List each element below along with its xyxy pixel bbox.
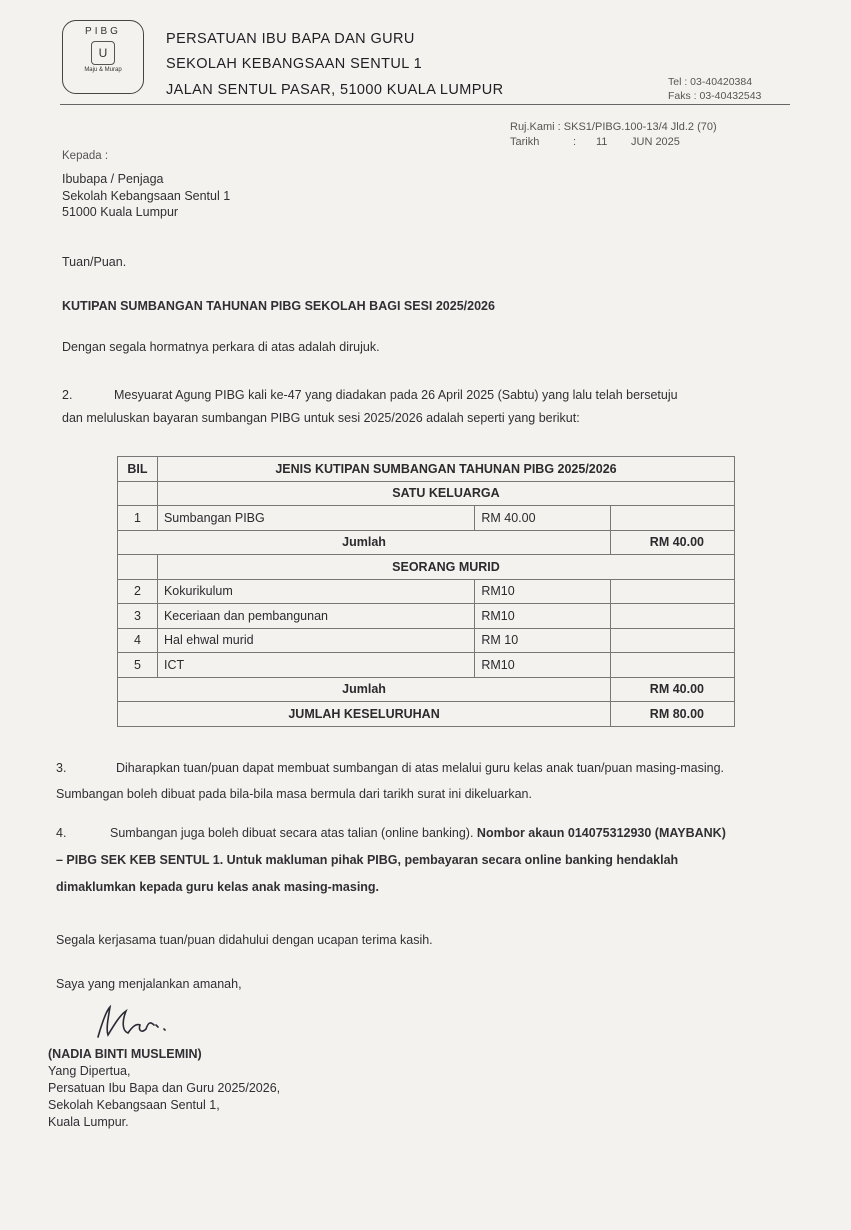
paragraph-4-line-2: – PIBG SEK KEB SENTUL 1. Untuk makluman pihak PIBG, pembayaran secara online banking hendaklah xyxy=(56,853,679,867)
cell-bil: 4 xyxy=(118,628,158,653)
letter-subject: KUTIPAN SUMBANGAN TAHUNAN PIBG SEKOLAH BAGI SESI 2025/2026 xyxy=(62,299,495,313)
date-label: Tarikh xyxy=(510,136,540,148)
letterhead-org: PERSATUAN IBU BAPA DAN GURU xyxy=(166,31,415,47)
section-satu-keluarga: SATU KELUARGA xyxy=(157,481,734,506)
paragraph-4-text: Sumbangan juga boleh dibuat secara atas talian (online banking). xyxy=(110,826,477,840)
letterhead-fax: Faks : 03-40432543 xyxy=(668,90,762,102)
subtotal-row xyxy=(118,530,735,555)
grand-total-row xyxy=(118,702,735,727)
table-row xyxy=(118,579,735,604)
logo-motto: Maju & Murap xyxy=(84,67,122,73)
letterhead-school: SEKOLAH KEBANGSAAN SENTUL 1 xyxy=(166,56,423,72)
table-row xyxy=(118,506,735,531)
section-row xyxy=(118,555,735,580)
letterhead-address: JALAN SENTUL PASAR, 51000 KUALA LUMPUR xyxy=(166,82,504,98)
paragraph-2-line-2: dan meluluskan bayaran sumbangan PIBG untuk sesi 2025/2026 adalah seperti yang berikut: xyxy=(62,411,580,425)
letterhead-tel: Tel : 03-40420384 xyxy=(668,76,753,88)
recipient-line-2: Sekolah Kebangsaan Sentul 1 xyxy=(62,189,231,203)
handwritten-signature xyxy=(92,1003,192,1043)
recipient-line-3: 51000 Kuala Lumpur xyxy=(62,205,179,219)
paragraph-3-number: 3. xyxy=(56,761,67,775)
table-header-row xyxy=(118,457,735,482)
paragraph-4-line-3: dimaklumkan kepada guru kelas anak masing-masing. xyxy=(56,880,380,894)
paragraph-2-line-1: Mesyuarat Agung PIBG kali ke-47 yang diadakan pada 26 April 2025 (Sabtu) yang lalu telah bersetuju xyxy=(114,388,678,402)
paragraph-4-line-1 xyxy=(110,826,726,840)
signatory-name: (NADIA BINTI MUSLEMIN) xyxy=(48,1047,202,1061)
recipient-line-1: Ibubapa / Penjaga xyxy=(62,172,164,186)
table-row xyxy=(118,628,735,653)
closing-line-2: Saya yang menjalankan amanah, xyxy=(56,977,242,991)
closing-line-1: Segala kerjasama tuan/puan didahului dengan ucapan terima kasih. xyxy=(56,933,433,947)
pibg-logo xyxy=(62,20,144,94)
cell-bil: 5 xyxy=(118,653,158,678)
table-row xyxy=(118,604,735,629)
recipient-label: Kepada : xyxy=(62,150,109,162)
contribution-table xyxy=(117,456,735,727)
header-bil: BIL xyxy=(118,457,158,482)
letterhead-divider xyxy=(60,104,790,105)
header-title: JENIS KUTIPAN SUMBANGAN TAHUNAN PIBG 2025/2026 xyxy=(157,457,734,482)
cell-bil: 1 xyxy=(118,506,158,531)
cell-item: Keceriaan dan pembangunan xyxy=(157,604,474,629)
reference-number: Ruj.Kami : SKS1/PIBG.100-13/4 Jld.2 (70) xyxy=(510,121,717,133)
subtotal-value: RM 40.00 xyxy=(611,530,735,555)
paragraph-4-number: 4. xyxy=(56,826,67,840)
signatory-city: Kuala Lumpur. xyxy=(48,1115,129,1129)
grand-total-value: RM 80.00 xyxy=(611,702,735,727)
cell-amount: RM10 xyxy=(475,604,611,629)
cell-bil: 3 xyxy=(118,604,158,629)
cell-item: ICT xyxy=(157,653,474,678)
section-seorang-murid: SEORANG MURID xyxy=(157,555,734,580)
cell-bil: 2 xyxy=(118,579,158,604)
date-separator: : xyxy=(573,136,577,148)
subtotal-label: Jumlah xyxy=(118,530,611,555)
subtotal-value: RM 40.00 xyxy=(611,677,735,702)
subtotal-label: Jumlah xyxy=(118,677,611,702)
paragraph-3-line-2: Sumbangan boleh dibuat pada bila-bila masa bermula dari tarikh surat ini dikeluarkan. xyxy=(56,787,532,801)
subtotal-row xyxy=(118,677,735,702)
section-row xyxy=(118,481,735,506)
signatory-title: Yang Dipertua, xyxy=(48,1064,131,1078)
date-month-year: JUN 2025 xyxy=(631,136,680,148)
paragraph-1: Dengan segala hormatnya perkara di atas adalah dirujuk. xyxy=(62,340,380,354)
signatory-school: Sekolah Kebangsaan Sentul 1, xyxy=(48,1098,220,1112)
logo-emblem-icon: U xyxy=(91,41,115,65)
paragraph-2-number: 2. xyxy=(62,388,73,402)
cell-item: Hal ehwal murid xyxy=(157,628,474,653)
salutation: Tuan/Puan. xyxy=(62,255,127,269)
grand-total-label: JUMLAH KESELURUHAN xyxy=(118,702,611,727)
cell-amount: RM 40.00 xyxy=(475,506,611,531)
signatory-org: Persatuan Ibu Bapa dan Guru 2025/2026, xyxy=(48,1081,281,1095)
paragraph-3-line-1: Diharapkan tuan/puan dapat membuat sumbangan di atas melalui guru kelas anak tuan/puan masing-masing. xyxy=(116,761,725,775)
cell-item: Kokurikulum xyxy=(157,579,474,604)
cell-item: Sumbangan PIBG xyxy=(157,506,474,531)
cell-amount: RM 10 xyxy=(475,628,611,653)
logo-text: PIBG xyxy=(85,26,121,37)
cell-amount: RM10 xyxy=(475,579,611,604)
table-row xyxy=(118,653,735,678)
account-number: Nombor akaun 014075312930 (MAYBANK) xyxy=(476,826,726,840)
cell-amount: RM10 xyxy=(475,653,611,678)
date-day: 11 xyxy=(596,136,608,148)
